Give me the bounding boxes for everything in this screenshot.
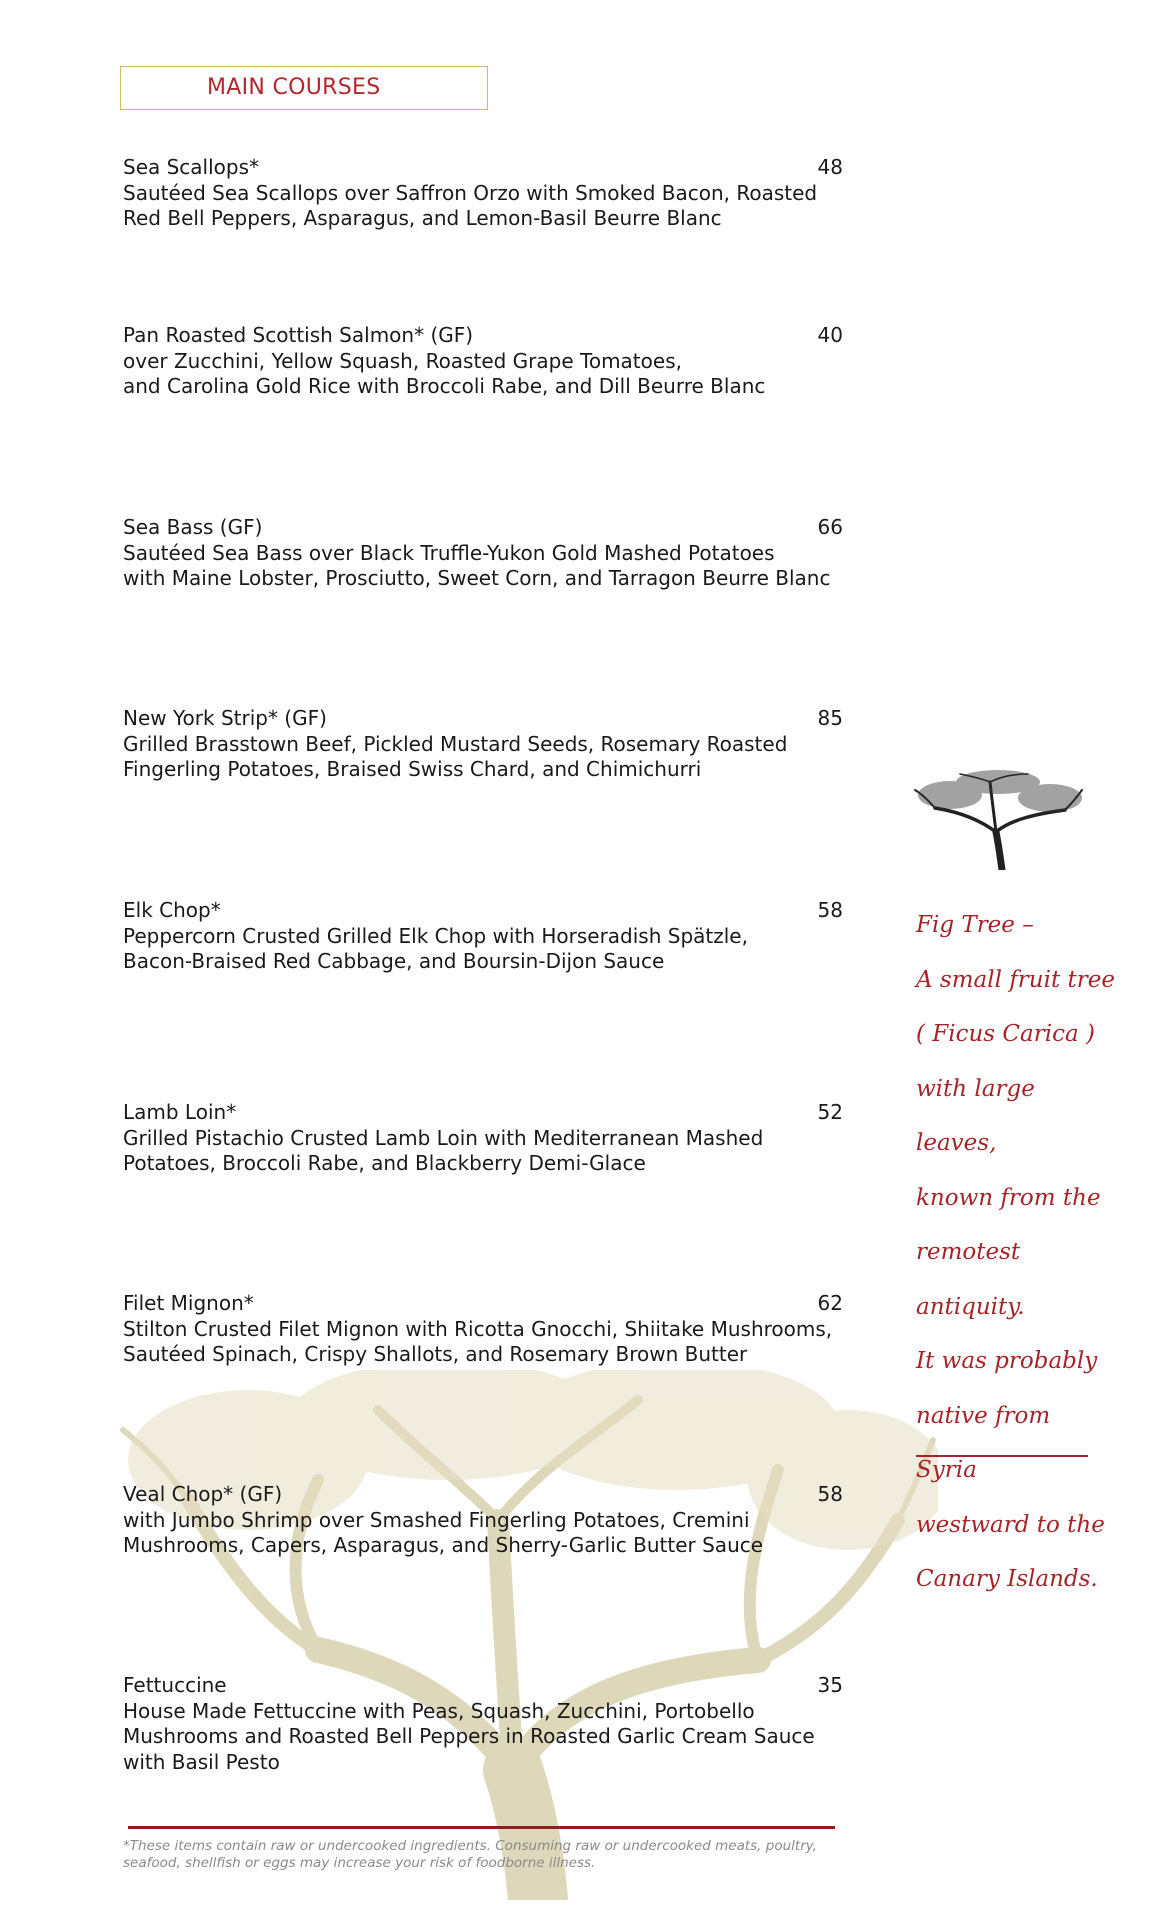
item-name: Lamb Loin* — [123, 1100, 237, 1124]
item-name: Sea Bass (GF) — [123, 515, 263, 539]
fig-tree-icon — [910, 770, 1085, 870]
item-name: Sea Scallops* — [123, 155, 260, 179]
item-description: over Zucchini, Yellow Squash, Roasted Grape Tomatoes, and Carolina Gold Rice with Broccoli Rabe, and Dill Beurre Blanc — [123, 348, 766, 398]
section-title: MAIN COURSES — [207, 75, 381, 100]
item-price: 48 — [817, 155, 843, 179]
item-price: 35 — [817, 1673, 843, 1697]
quote-divider — [916, 1455, 1088, 1457]
footer-divider — [128, 1826, 835, 1829]
item-price: 52 — [817, 1100, 843, 1124]
item-description: with Jumbo Shrimp over Smashed Fingerling Potatoes, Cremini Mushrooms, Capers, Asparagus, and Sherry-Garlic Butter Sauce — [123, 1507, 764, 1557]
item-description: Sautéed Sea Bass over Black Truffle-Yukon Gold Mashed Potatoes with Maine Lobster, Prosciutto, Sweet Corn, and Tarragon Beurre Blanc — [123, 540, 831, 590]
background-tree-illustration — [118, 1370, 938, 1900]
item-price: 62 — [817, 1291, 843, 1315]
item-description: House Made Fettuccine with Peas, Squash, Zucchini, Portobello Mushrooms and Roasted Bell Peppers in Roasted Garlic Cream Sauce with Basil Pesto — [123, 1698, 815, 1774]
footnote: *These items contain raw or undercooked ingredients. Consuming raw or undercooked meats, poultry, seafood, shellfish or eggs may increase your risk of foodborne illness. — [123, 1838, 817, 1871]
menu-item — [123, 323, 843, 400]
item-description: Grilled Brasstown Beef, Pickled Mustard Seeds, Rosemary Roasted Fingerling Potatoes, Braised Swiss Chard, and Chimichurri — [123, 731, 788, 781]
menu-item — [123, 1673, 843, 1775]
item-price: 58 — [817, 1482, 843, 1506]
item-description: Sautéed Sea Scallops over Saffron Orzo with Smoked Bacon, Roasted Red Bell Peppers, Asparagus, and Lemon-Basil Beurre Blanc — [123, 180, 818, 230]
menu-item — [123, 898, 843, 975]
menu-item — [123, 515, 843, 592]
menu-item — [123, 1482, 843, 1559]
item-name: New York Strip* (GF) — [123, 706, 327, 730]
item-price: 85 — [817, 706, 843, 730]
section-header — [120, 66, 488, 110]
menu-item — [123, 1291, 843, 1368]
item-description: Stilton Crusted Filet Mignon with Ricotta Gnocchi, Shiitake Mushrooms, Sautéed Spinach, Crispy Shallots, and Rosemary Brown Butter — [123, 1316, 833, 1366]
item-name: Elk Chop* — [123, 898, 221, 922]
menu-item — [123, 155, 843, 232]
item-name: Pan Roasted Scottish Salmon* (GF) — [123, 323, 474, 347]
item-description: Grilled Pistachio Crusted Lamb Loin with Mediterranean Mashed Potatoes, Broccoli Rabe, and Blackberry Demi-Glace — [123, 1125, 764, 1175]
item-name: Filet Mignon* — [123, 1291, 254, 1315]
menu-item — [123, 706, 843, 783]
item-name: Fettuccine — [123, 1673, 227, 1697]
item-price: 66 — [817, 515, 843, 539]
item-price: 58 — [817, 898, 843, 922]
item-price: 40 — [817, 323, 843, 347]
item-name: Veal Chop* (GF) — [123, 1482, 283, 1506]
menu-item — [123, 1100, 843, 1177]
item-description: Peppercorn Crusted Grilled Elk Chop with Horseradish Spätzle, Bacon-Braised Red Cabbage, and Boursin-Dijon Sauce — [123, 923, 748, 973]
fig-tree-quote: Fig Tree – A small fruit tree ( Ficus Carica ) with large leaves, known from the remotest antiquity. It was probably native from Syria westward to the Canary Islands. — [916, 912, 1115, 1592]
